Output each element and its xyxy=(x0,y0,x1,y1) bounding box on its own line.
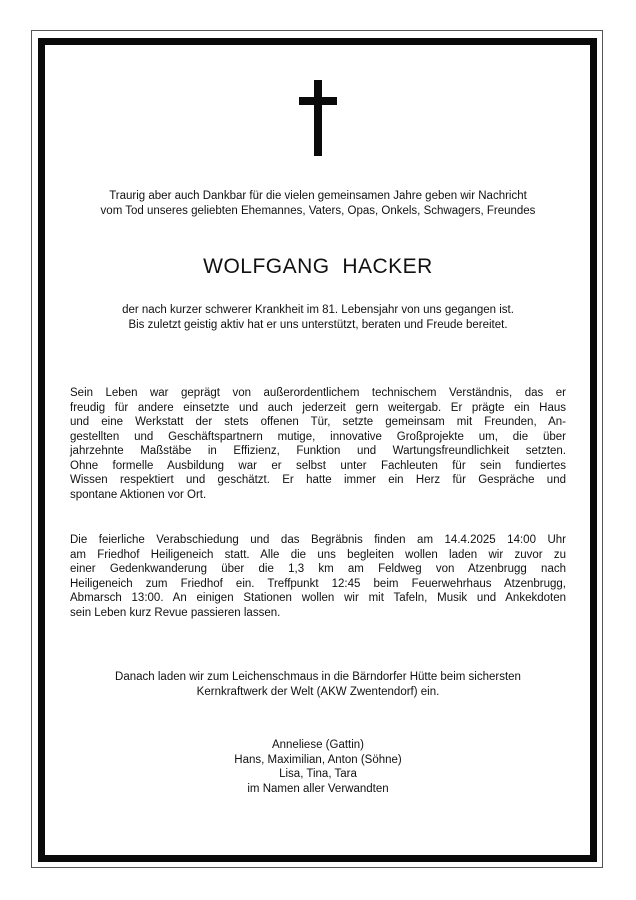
latin-cross-icon xyxy=(299,80,337,156)
deceased-name: WOLFGANG HACKER xyxy=(203,255,433,278)
funeral-line: einer Gedenkwanderung über die 1,3 km am Feldweg von Atzenbrugg nach xyxy=(70,563,566,575)
intro-line: vom Tod unseres geliebten Ehemannes, Vaters, Opas, Onkels, Schwagers, Freundes xyxy=(100,204,536,217)
reception-line: Danach laden wir zum Leichenschmaus in die Bärndorfer Hütte beim sichersten xyxy=(115,671,521,683)
life-line: gestellten und Geschäftspartnern mutige, innovative Großprojekte um, die über xyxy=(70,430,566,443)
life-line: Wissen respektiert und geschätzt. Er hatte immer ein Herz für Gespräche und xyxy=(70,474,566,486)
reception-text xyxy=(70,670,566,699)
signature-line: Anneliese (Gattin) xyxy=(271,739,365,751)
intro-text xyxy=(70,189,566,218)
funeral-paragraph xyxy=(70,533,566,620)
after-name-line: der nach kurzer schwerer Krankheit im 81. Lebensjahr von uns gegangen ist. xyxy=(122,304,514,316)
after-name-text xyxy=(70,303,566,332)
reception-line: Kernkraftwerk der Welt (AKW Zwentendorf) ein. xyxy=(196,685,440,698)
after-name-line: Bis zuletzt geistig aktiv hat er uns unterstützt, beraten und Freude bereitet. xyxy=(128,318,508,331)
life-line: spontane Aktionen vor Ort. xyxy=(70,488,207,501)
signature-line: Lisa, Tina, Tara xyxy=(279,768,357,780)
funeral-line: am Friedhof Heiligeneich statt. Alle die uns begleiten wollen laden wir zuvor zu xyxy=(70,548,566,561)
life-line: jahrzehnte Maßstäbe in Effizienz, Funktion und Wartungsfreundlichkeit setzten. xyxy=(70,445,566,457)
life-line: Sein Leben war geprägt von außerordentlichem technischem Verständnis, das er xyxy=(70,387,566,399)
funeral-line: Heiligeneich zum Friedhof ein. Treffpunkt 12:45 beim Feuerwehrhaus Atzenbrugg, xyxy=(70,577,566,590)
signature-line: im Namen aller Verwandten xyxy=(247,782,389,795)
funeral-line: sein Leben kurz Revue passieren lassen. xyxy=(70,606,281,619)
life-paragraph xyxy=(70,386,566,502)
signatures xyxy=(70,738,566,796)
funeral-line: Abmarsch 13:00. An einigen Stationen wollen wir mit Tafeln, Musik und Ankekdoten xyxy=(70,592,566,604)
funeral-line: Die feierliche Verabschiedung und das Begräbnis finden am 14.4.2025 14:00 Uhr xyxy=(70,534,566,546)
life-line: freudig für andere einsetzte und auch jederzeit gern weitergab. Er prägte ein Haus xyxy=(70,401,566,414)
life-line: und eine Werkstatt der stets offenen Tür, setzte gemeinsam mit Freunden, An- xyxy=(70,416,566,428)
signature-line: Hans, Maximilian, Anton (Söhne) xyxy=(234,753,402,766)
intro-line: Traurig aber auch Dankbar für die vielen gemeinsamen Jahre geben wir Nachricht xyxy=(109,190,527,202)
life-line: Ohne formelle Ausbildung war er selbst unter Fachleuten für sein fundiertes xyxy=(70,459,566,472)
